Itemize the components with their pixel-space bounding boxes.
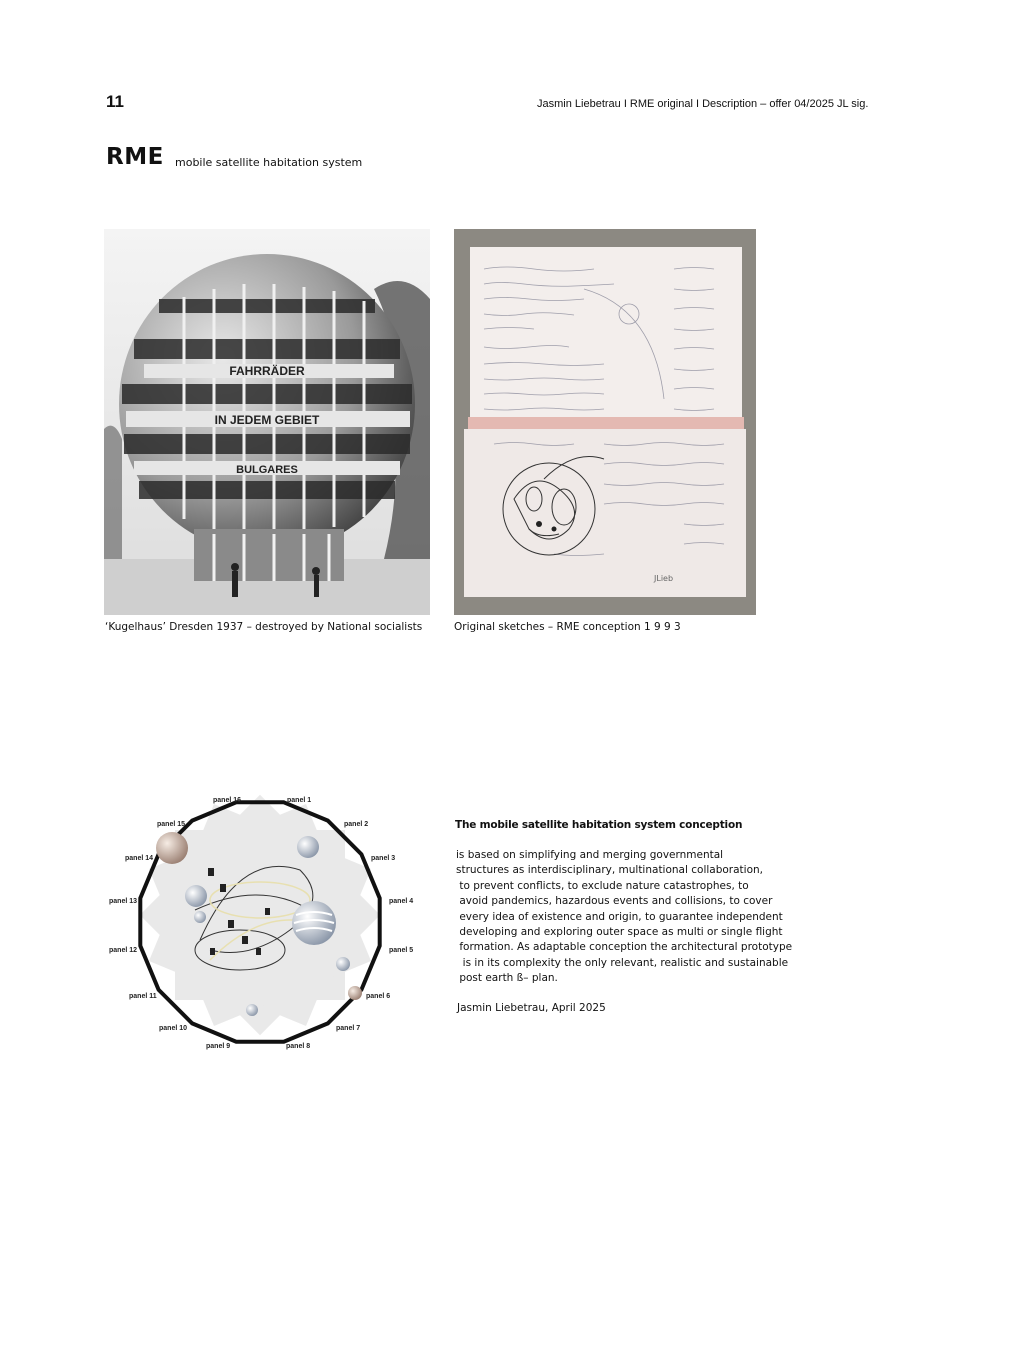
panel-label: panel 7: [336, 1025, 361, 1032]
concept-line: structures as interdisciplinary, multinational collaboration,: [456, 864, 764, 877]
panel-label: panel 13: [109, 898, 138, 905]
concept-line: post earth ß– plan.: [456, 972, 558, 985]
original-sketches-photo: [454, 229, 756, 615]
panel-label: panel 5: [389, 947, 414, 954]
panel-label: panel 3: [371, 855, 396, 862]
concept-line: avoid pandemics, hazardous events and collisions, to cover: [456, 895, 773, 908]
panel-label: panel 1: [287, 797, 312, 804]
page-header: Jasmin Liebetrau I RME original I Description – offer 04/2025 JL sig.: [537, 98, 869, 110]
panel-label: panel 2: [344, 821, 369, 828]
panel-label: panel 12: [109, 947, 138, 954]
concept-line: is based on simplifying and merging governmental: [456, 849, 724, 861]
panel-label: panel 16: [213, 797, 242, 804]
concept-line: developing and exploring outer space as multi or single flight: [456, 926, 783, 939]
concept-line: every idea of existence and origin, to guarantee independent: [456, 910, 783, 923]
author-signature: Jasmin Liebetrau, April 2025: [457, 1002, 606, 1014]
kugelhaus-sign-gebiet: IN JEDEM GEBIET: [214, 413, 320, 427]
kugelhaus-sign-fahrraeder: FAHRRÄDER: [229, 364, 305, 378]
panel-label: panel 10: [159, 1025, 188, 1032]
concept-line: formation. As adaptable conception the architectural prototype: [456, 941, 793, 954]
panel-label: panel 4: [389, 898, 414, 905]
kugelhaus-sign-bulgares: BULGARES: [236, 464, 298, 476]
panel-label: panel 14: [125, 855, 154, 862]
kugelhaus-photo: [104, 229, 430, 615]
panel-label: panel 6: [366, 993, 391, 1000]
panel-label: panel 9: [206, 1043, 231, 1050]
page-number: 11: [106, 92, 124, 111]
panel-label: panel 8: [286, 1043, 311, 1050]
sketch-signature: JLieb: [654, 574, 674, 583]
sketches-caption: Original sketches – RME conception 1 9 9 3: [454, 621, 681, 633]
concept-body: [456, 848, 792, 987]
document-title: RME: [106, 144, 164, 170]
panel-label: panel 11: [129, 993, 157, 1000]
concept-line: to prevent conflicts, to exclude nature catastrophes, to: [456, 879, 749, 892]
panel-label: panel 15: [157, 821, 186, 828]
concept-heading: The mobile satellite habitation system conception: [455, 819, 743, 831]
kugelhaus-caption: ‘Kugelhaus’ Dresden 1937 – destroyed by National socialists: [105, 621, 423, 633]
concept-line: is in its complexity the only relevant, realistic and sustainable: [456, 956, 789, 969]
panel-diagram: [100, 790, 430, 1060]
document-subtitle: mobile satellite habitation system: [175, 156, 363, 169]
